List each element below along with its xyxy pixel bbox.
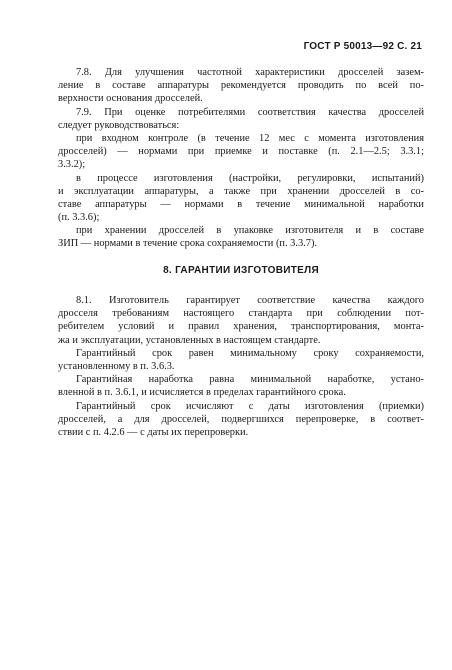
text-line: при входном контроле (в течение 12 мес с момента изготовления [76,132,424,144]
text-line: дросселей, а для дросселей, подвергшихся перепроверке, в соответ- [58,413,424,425]
text-line: (п. 3.3.6); [58,212,100,224]
text-line: ЗИП — нормами в течение срока сохраняемости (п. 3.3.7). [58,238,318,250]
text-line: Гарантийный срок равен минимальному сроку сохраняемости, [76,347,424,359]
text-line: следует руководствоваться: [58,119,180,131]
text-line: в процессе изготовления (настройки, регулировки, испытаний) [76,172,424,184]
text-line: при хранении дросселей в упаковке изготовителя и в составе [76,225,424,237]
text-line: ление в составе аппаратуры рекомендуется проводить по всей по- [58,80,424,92]
running-header: ГОСТ Р 50013—92 С. 21 [303,41,422,52]
text-line: установленному в п. 3.6.3. [58,360,175,372]
text-line: и эксплуатации аппаратуры, а также при хранении дросселей в со- [58,185,424,197]
text-line: 7.8. Для улучшения частотной характеристики дросселей зазем- [76,67,424,78]
text-line: 3.3.2); [58,159,86,171]
text-line: верхности основания дросселей. [58,93,203,105]
text-line: Гарантийный срок исчисляют с даты изготовления (приемки) [76,400,424,412]
section-8-text [58,294,424,439]
text-line: жа и эксплуатации, установленных в настоящем стандарте. [58,334,321,346]
text-line: дросселей) — нормами при приемке и поставке (п. 2.1—2.5; 3.3.1; [58,146,424,158]
text-line: вленной в п. 3.6.1, и исчисляется в пределах гарантийного срока. [58,387,346,399]
section-7-text [58,66,424,251]
section-8-heading: 8. ГАРАНТИИ ИЗГОТОВИТЕЛЯ [163,265,319,276]
text-line: ребителем условий и правил хранения, транспортирования, монта- [58,321,424,333]
text-line: 7.9. При оценке потребителями соответствия качества дросселей [76,106,424,118]
text-line: дросселя требованиям настоящего стандарта при соблюдении пот- [58,308,424,320]
text-line: 8.1. Изготовитель гарантирует соответствие качества каждого [76,295,424,306]
text-line: Гарантийная наработка равна минимальной наработке, устано- [76,374,424,386]
text-line: ставе аппаратуры — нормами в течение минимальной наработки [58,198,424,210]
text-line: ствии с п. 4.2.6 — с даты их перепроверки. [58,426,249,438]
